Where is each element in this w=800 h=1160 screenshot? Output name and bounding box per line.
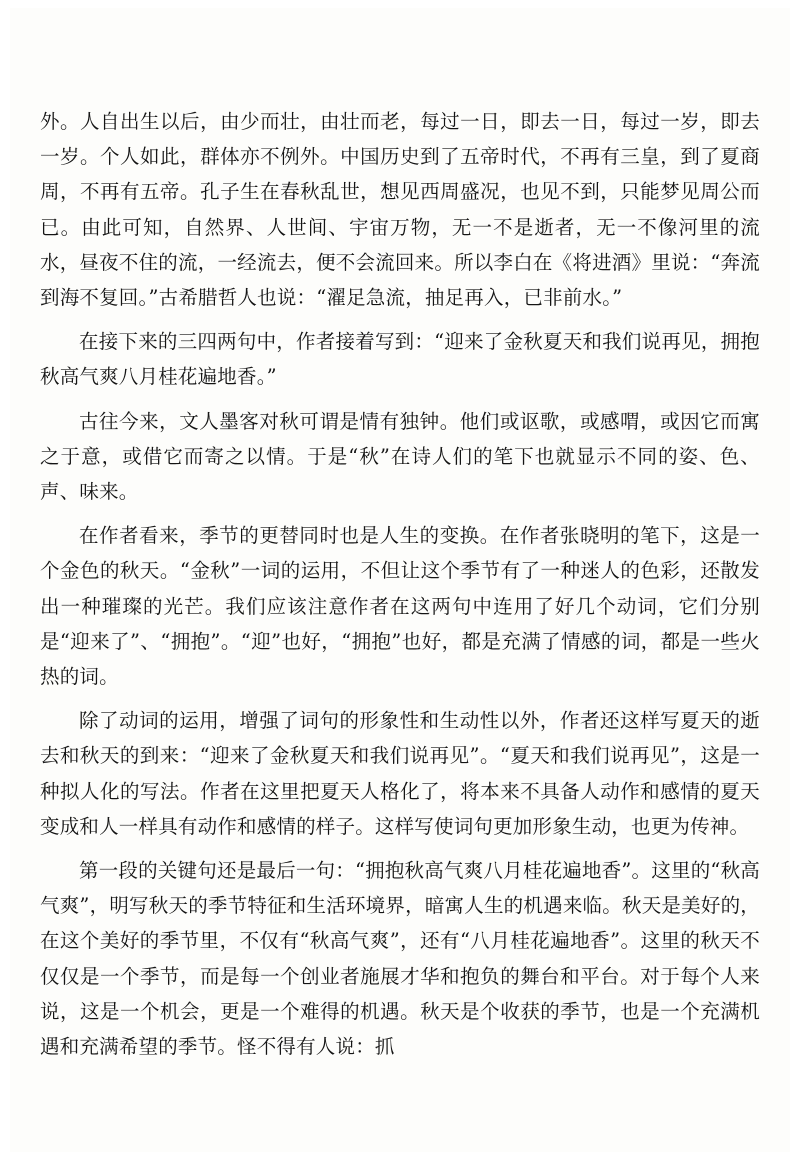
page-text-body (40, 104, 760, 1066)
paragraph: 在接下来的三四两句中，作者接着写到：“迎来了金秋夏天和我们说再见，拥抱秋高气爽八月桂花遍地香。” (40, 330, 760, 389)
page-edge-top (0, 0, 800, 8)
page-edge-left (0, 0, 10, 1160)
paragraph: 第一段的关键句还是最后一句：“拥抱秋高气爽八月桂花遍地香”。这里的“秋高气爽”，明写秋天的季节特征和生活环境界，暗寓人生的机遇来临。秋天是美好的，在这个美好的季节里，不仅有“秋高气爽”，还有“八月桂花遍地香”。这里的秋天不仅仅是一个季节，而是每一个创业者施展才华和抱负的舞台和平台。对于每个人来说，这是一个机会，更是一个难得的机遇。秋天是个收获的季节，也是一个充满机遇和充满希望的季节。怪不得有人说：抓 (40, 859, 760, 1059)
page-edge-right (790, 0, 800, 1160)
page-edge-bottom (0, 1152, 800, 1160)
paragraph: 除了动词的运用，增强了词句的形象性和生动性以外，作者还这样写夏天的逝去和秋天的到来：“迎来了金秋夏天和我们说再见”。“夏天和我们说再见”，这是一种拟人化的写法。作者在这里把夏天人格化了，将本来不具备人动作和感情的夏天变成和人一样具有动作和感情的样子。这样写使词句更加形象生动，也更为传神。 (40, 709, 760, 838)
paragraph: 古往今来，文人墨客对秋可谓是情有独钟。他们或讴歌，或感喟，或因它而寓之于意，或借它而寄之以情。于是“秋”在诗人们的笔下也就显示不同的姿、色、声、味来。 (40, 409, 760, 504)
paragraph: 在作者看来，季节的更替同时也是人生的变换。在作者张晓明的笔下，这是一个金色的秋天。“金秋”一词的运用，不但让这个季节有了一种迷人的色彩，还散发出一种璀璨的光芒。我们应该注意作者在这两句中连用了好几个动词，它们分别是“迎来了”、“拥抱”。“迎”也好，“拥抱”也好，都是充满了情感的词，都是一些火热的词。 (40, 524, 760, 689)
paragraph: 外。人自出生以后，由少而壮，由壮而老，每过一日，即去一日，每过一岁，即去一岁。个人如此，群体亦不例外。中国历史到了五帝时代，不再有三皇，到了夏商周，不再有五帝。孔子生在春秋乱世，想见西周盛况，也见不到，只能梦见周公而已。由此可知，自然界、人世间、宇宙万物，无一不是逝者，无一不像河里的流水，昼夜不住的流，一经流去，便不会流回来。所以李白在《将进酒》里说：“奔流到海不复回。”古希腊哲人也说：“濯足急流，抽足再入，已非前水。” (40, 110, 760, 310)
